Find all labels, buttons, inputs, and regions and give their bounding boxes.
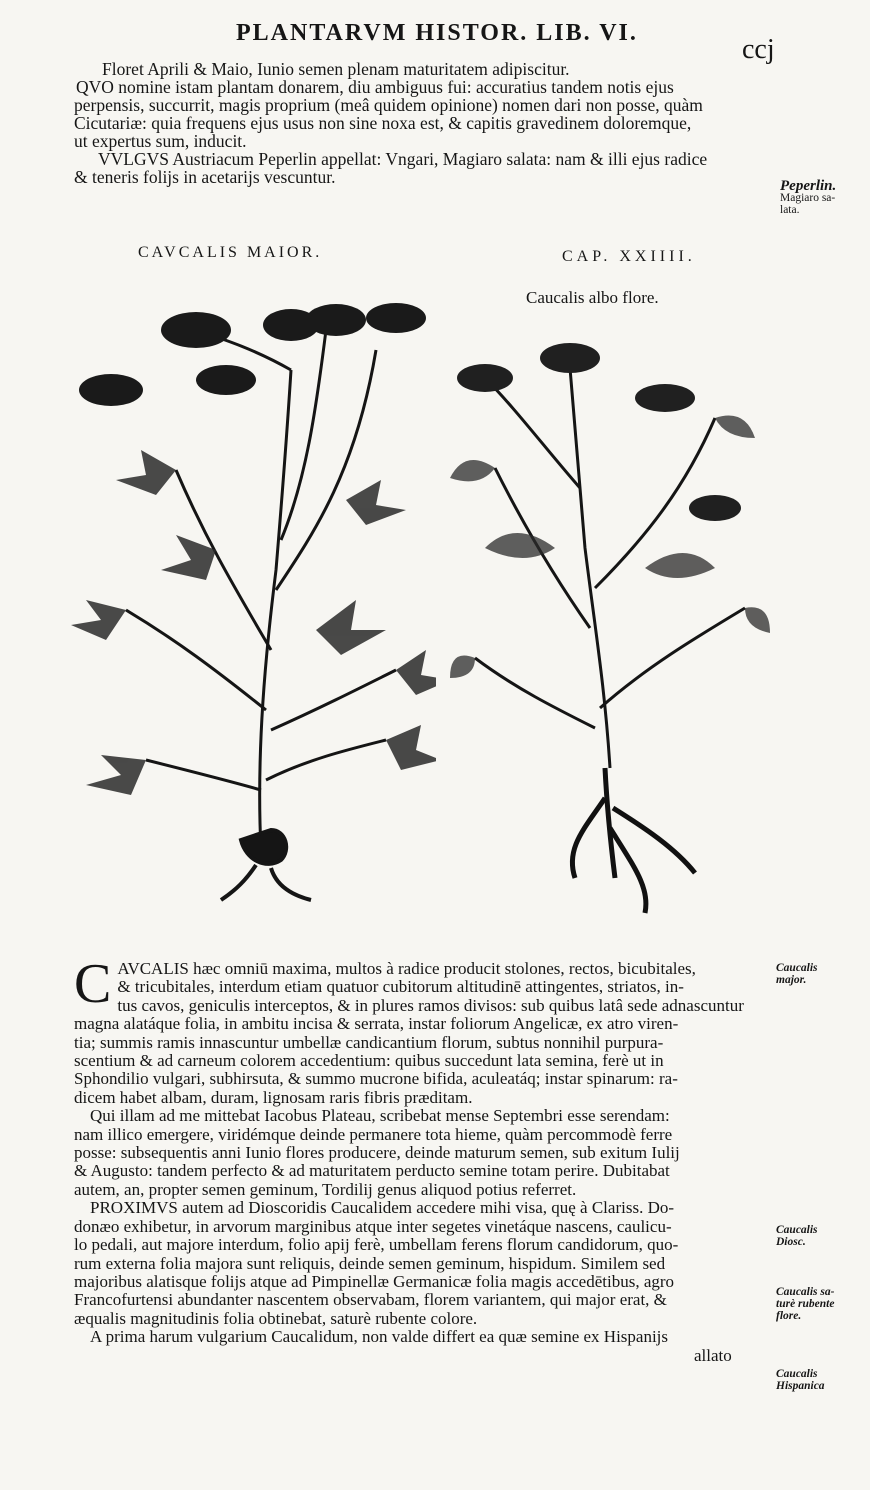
figure-caption-right: Caucalis albo flore. (526, 288, 659, 307)
text-line: ut expertus sum, inducit. (74, 131, 247, 151)
margin-note-caucalis-rubente: Caucalis sa- turè rubente flore. (776, 1286, 835, 1322)
text-line: & Augusto: tandem perfecto & ad maturitatem perducto semine totam perire. Dubitabat (74, 1161, 670, 1181)
drop-capital: C (74, 953, 112, 1015)
text-line: magna alatáque folia, in ambitu incisa & serrata, instar foliorum Angelicæ, ex atro viren- (74, 1014, 679, 1034)
margin-note-peperlin: Peperlin. Magiaro sa- lata. (780, 178, 837, 216)
chapter-heading: CAP. XXIIII. (562, 248, 696, 265)
margin-note-caucalis-hispanica: Caucalis Hispanica (776, 1368, 825, 1392)
text-line: allato (694, 1345, 732, 1365)
text-line: & tricubitales, interdum etiam quatuor cubitorum altitudinē attingentes, striatos, in- (117, 977, 684, 997)
text-line: donæo exhibetur, in arvorum marginibus atque inter segetes vinetáque nascens, caulicu- (74, 1216, 672, 1236)
text-line: A prima harum vulgarium Caucalidum, non valde differt ea quæ semine ex Hispanijs (90, 1327, 669, 1347)
text-line: Cicutariæ: quia frequens ejus usus non sine noxa est, & capitis gravedinem doloremque, (74, 113, 692, 133)
text-line: tus cavos, geniculis interceptos, & in plures ramos divisos: sub quibus latâ sede adnascuntur (117, 995, 744, 1015)
text-line: perpensis, succurrit, magis proprium (meâ quidem opinione) nomen dari non posse, quàm (74, 95, 703, 115)
text-line: Sphondilio vulgari, subhirsuta, & summo mucrone bifida, aculeatáq; instar spinarum: ra- (74, 1069, 678, 1089)
woodcut-caucalis-major (66, 290, 436, 905)
text-line: autem, an, propter semen geminum, Tordilij genus aliquod potius referret. (74, 1179, 577, 1199)
text-line: posse: subsequentis anni Iunio flores producere, deinde maturum semen, sub exitum Iulij (74, 1143, 680, 1163)
text-line: scentium & ad carneum colorem accedentium: quibus succedunt lata semina, ferè ut in (74, 1051, 664, 1071)
main-body-text (74, 953, 744, 1365)
running-head: PLANTARVM HISTOR. LIB. VI. (236, 20, 638, 46)
text-line: & teneris folijs in acetarijs vescuntur. (74, 167, 336, 187)
margin-note-caucalis-major: Caucalis major. (776, 962, 818, 986)
text-line: rum externa folia majora sunt reliquis, deinde semen geminum, hispidum. Similem sed (74, 1253, 666, 1273)
text-line: æqualis magnitudinis folia obtinebat, saturè rubente colore. (74, 1308, 478, 1328)
text-line: QVO nomine istam plantam donarem, diu ambiguus fui: accuratius tandem notis ejus (76, 77, 674, 97)
text-line: Qui illam ad me mittebat Iacobus Plateau, scribebat mense Septembri esse serendam: (90, 1106, 670, 1126)
woodcut-caucalis-albo-flore (445, 328, 775, 918)
text-line: lo pedali, aut majore interdum, folio apij ferè, umbellam ferens florum candidorum, quo- (74, 1235, 679, 1255)
margin-note-caucalis-diosc: Caucalis Diosc. (776, 1224, 818, 1248)
text-line: dicem habet albam, duram, lignosam raris fibris præditam. (74, 1087, 473, 1107)
text-line: Francofurtensi abundanter nascentem observabam, florem variantem, qui major erat, & (74, 1290, 667, 1310)
top-paragraphs (74, 60, 707, 186)
text-line: nam illico emergere, viridémque deinde permanere tota hieme, quàm percommodè ferre (74, 1124, 673, 1144)
figure-title-left: CAVCALIS MAIOR. (138, 244, 323, 261)
text-line: majoribus alatisque folijs atque ad Pimpinellæ Germanicæ folia magis accedētibus, agro (74, 1271, 675, 1291)
text-line: tia; summis ramis innascuntur umbellæ candicantium florum, subtus nonnihil purpura- (74, 1032, 664, 1052)
text-line: VVLGVS Austriacum Peperlin appellat: Vngari, Magiaro salata: nam & illi ejus radice (98, 149, 708, 169)
text-line: Floret Aprili & Maio, Iunio semen plenam maturitatem adipiscitur. (102, 59, 570, 79)
text-line: PROXIMVS autem ad Dioscoridis Caucalidem accedere mihi visa, quę à Clariss. Do- (90, 1198, 675, 1218)
text-line: AVCALIS hæc omniū maxima, multos à radice producit stolones, rectos, bicubitales, (117, 959, 696, 978)
folio-number: ccj (742, 34, 775, 65)
